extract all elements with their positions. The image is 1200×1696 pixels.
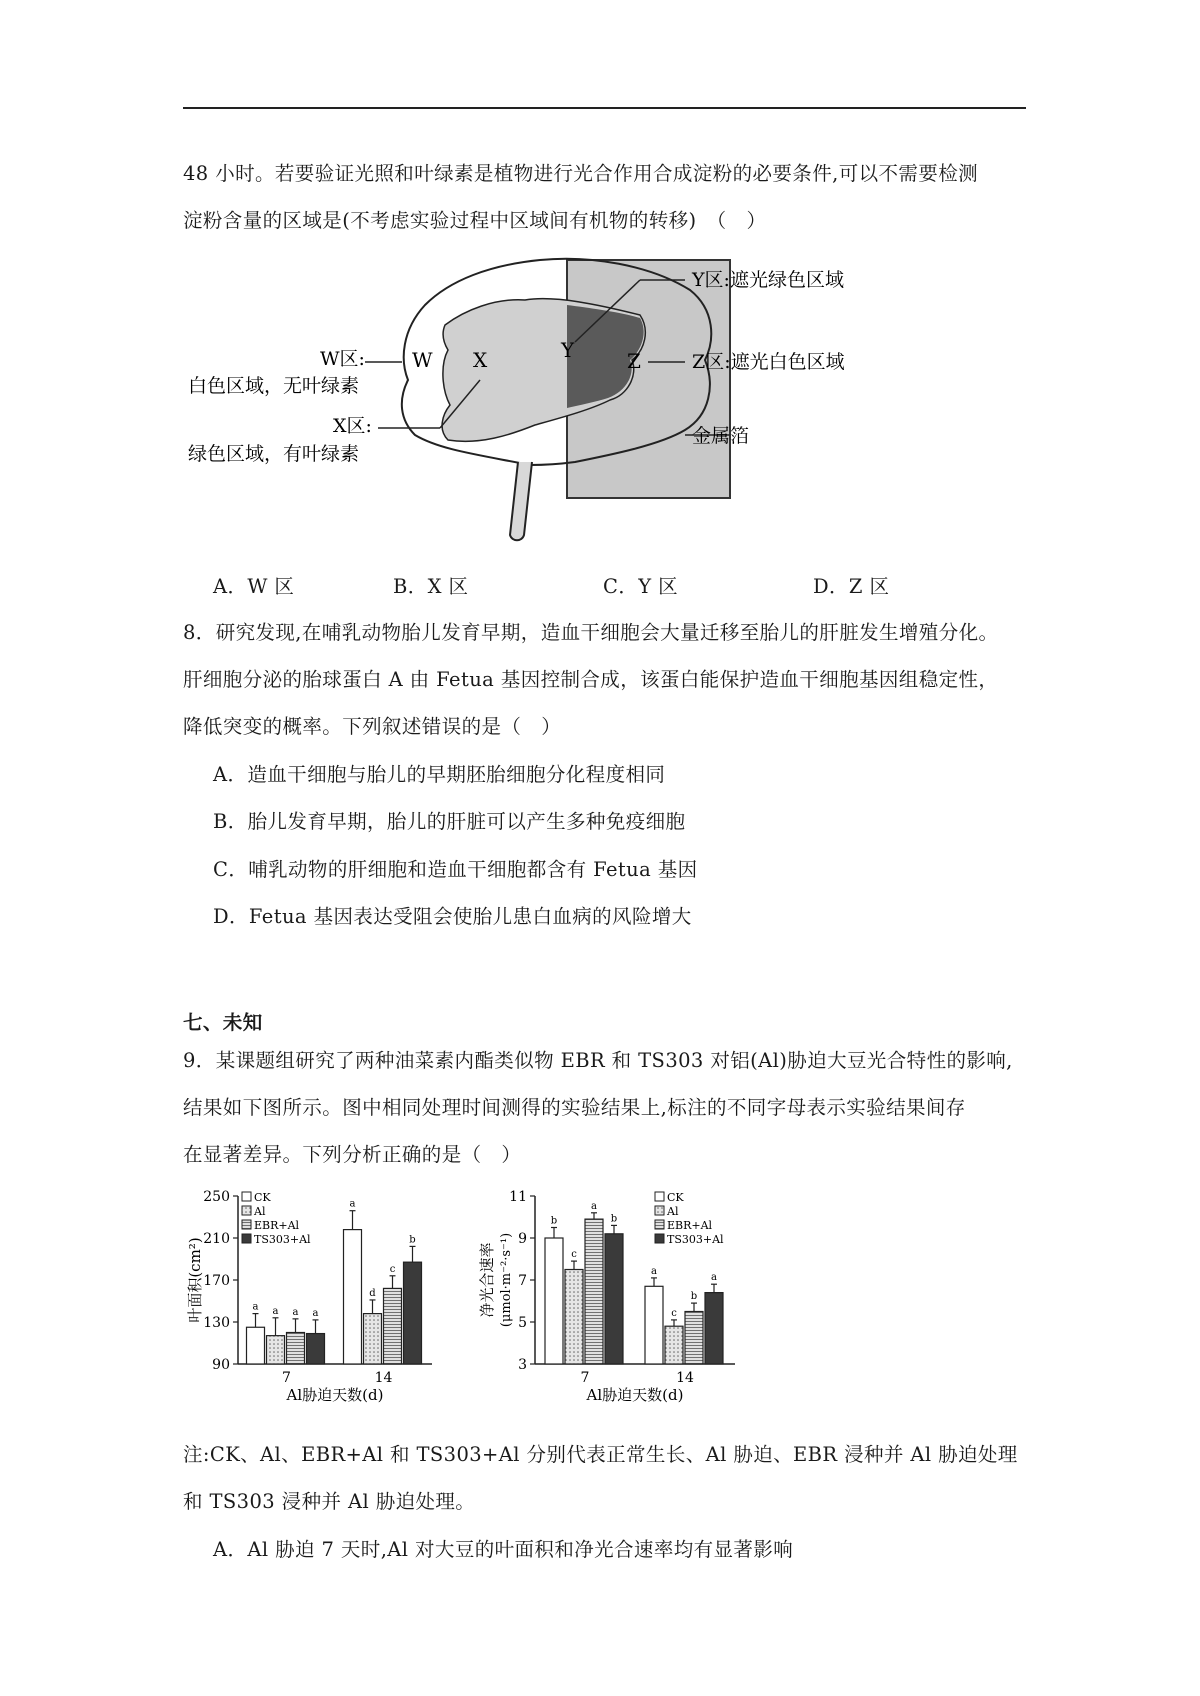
x-zone-desc: 绿色区域，有叶绿素 — [188, 443, 360, 465]
legend-label: EBR+Al — [254, 1219, 300, 1232]
q8-line-2: 肝细胞分泌的胎球蛋白 A 由 Fetua 基因控制合成，该蛋白能保护造血干细胞基因组稳定性， — [183, 668, 999, 691]
x-zone-label: X区: — [333, 415, 372, 437]
leaf-area-chart — [180, 1182, 500, 1422]
letter-z: Z — [627, 349, 641, 373]
bar-al-7 — [565, 1270, 583, 1365]
significance-letter: b — [550, 1215, 558, 1227]
significance-letter: c — [571, 1249, 577, 1261]
legend-swatch — [655, 1234, 664, 1243]
legend-label: Al — [254, 1205, 266, 1218]
legend-swatch — [655, 1220, 664, 1229]
x-tick-label: 7 — [580, 1370, 590, 1386]
q8-option-c: C．哺乳动物的肝细胞和造血干细胞都含有 Fetua 基因 — [213, 858, 698, 881]
q9-option-a: A．Al 胁迫 7 天时,Al 对大豆的叶面积和净光合速率均有显著影响 — [213, 1538, 794, 1561]
q8-option-d: D．Fetua 基因表达受阻会使胎儿患白血病的风险增大 — [213, 905, 692, 928]
legend-label: CK — [667, 1191, 684, 1204]
significance-letter: a — [292, 1306, 299, 1318]
legend-swatch — [242, 1206, 251, 1215]
legend-swatch — [242, 1192, 251, 1201]
bar-ts303al-7 — [307, 1334, 325, 1364]
significance-letter: a — [312, 1307, 319, 1319]
x-tick-label: 7 — [282, 1370, 291, 1386]
z-zone-label: Z区:遮光白色区域 — [692, 351, 845, 373]
legend-label: Al — [667, 1205, 679, 1218]
q7-option-d: D．Z 区 — [813, 575, 890, 598]
significance-letter: d — [369, 1287, 376, 1299]
y-tick-label: 170 — [203, 1273, 230, 1289]
y-zone-label: Y区:遮光绿色区域 — [692, 269, 844, 291]
significance-letter: b — [690, 1291, 698, 1303]
q7-line-1: 48 小时。若要验证光照和叶绿素是植物进行光合作用合成淀粉的必要条件,可以不需要检测 — [183, 162, 979, 185]
x-tick-label: 14 — [374, 1370, 393, 1386]
significance-letter: c — [671, 1307, 677, 1319]
y-tick-label: 7 — [518, 1273, 527, 1289]
section-heading: 七、未知 — [183, 1011, 263, 1034]
q7-option-a: A．W 区 — [213, 575, 295, 598]
w-zone-label: W区: — [320, 348, 365, 370]
y-axis-label-units: (μmol·m⁻²·s⁻¹) — [499, 1232, 514, 1328]
letter-y: Y — [561, 338, 575, 362]
bar-al-14 — [665, 1326, 683, 1364]
y-tick-label: 11 — [509, 1189, 527, 1205]
y-tick-label: 210 — [203, 1231, 230, 1247]
y-tick-label: 3 — [518, 1357, 527, 1373]
significance-letter: b — [409, 1234, 416, 1246]
bar-ts303al-14 — [705, 1293, 723, 1364]
bar-al-7 — [267, 1336, 285, 1364]
q9-line-2: 结果如下图所示。图中相同处理时间测得的实验结果上,标注的不同字母表示实验结果间存 — [183, 1096, 966, 1119]
bar-ebral-14 — [685, 1312, 703, 1365]
leaf-figure — [180, 250, 980, 550]
significance-letter: a — [349, 1198, 356, 1210]
y-tick-label: 5 — [518, 1315, 527, 1331]
bar-ck-7 — [545, 1238, 563, 1364]
x-tick-label: 14 — [676, 1370, 694, 1386]
q9-line-1: 9．某课题组研究了两种油菜素内酯类似物 EBR 和 TS303 对铝(Al)胁迫大豆光合特性的影响, — [183, 1049, 1013, 1072]
y-tick-label: 130 — [203, 1315, 230, 1331]
significance-letter: a — [711, 1272, 717, 1284]
bar-ck-14 — [645, 1286, 663, 1364]
letter-x: X — [473, 348, 488, 372]
q9-note-line-2: 和 TS303 浸种并 Al 胁迫处理。 — [183, 1490, 476, 1513]
header-rule — [183, 107, 1026, 109]
bar-ebral-14 — [384, 1288, 402, 1364]
legend-swatch — [242, 1234, 251, 1243]
foil-label: 金属箔 — [692, 425, 750, 447]
significance-letter: b — [610, 1213, 618, 1225]
bar-ck-14 — [344, 1230, 362, 1364]
q8-option-b: B．胎儿发育早期，胎儿的肝脏可以产生多种免疫细胞 — [213, 810, 686, 833]
significance-letter: a — [272, 1305, 279, 1317]
y-tick-label: 250 — [203, 1189, 230, 1205]
q8-line-3: 降低突变的概率。下列叙述错误的是（ ） — [183, 715, 562, 738]
significance-letter: a — [591, 1200, 597, 1212]
q9-note-line-1: 注:CK、Al、EBR+Al 和 TS303+Al 分别代表正常生长、Al 胁迫、EBR 浸种并 Al 胁迫处理 — [183, 1443, 1018, 1466]
bar-ebral-7 — [585, 1219, 603, 1364]
legend-swatch — [242, 1220, 251, 1229]
y-axis-label: 叶面积(cm²) — [186, 1237, 204, 1323]
y-tick-label: 9 — [518, 1231, 527, 1247]
bar-al-14 — [364, 1314, 382, 1364]
bar-ck-7 — [247, 1327, 265, 1364]
bar-ts303al-7 — [605, 1234, 623, 1364]
legend-swatch — [655, 1206, 664, 1215]
q7-option-c: C．Y 区 — [603, 575, 678, 598]
x-axis-label: Al胁迫天数(d) — [286, 1386, 384, 1404]
q7-line-2: 淀粉含量的区域是(不考虑实验过程中区域间有机物的转移) （ ） — [183, 209, 767, 232]
bar-ts303al-14 — [404, 1262, 422, 1364]
legend-label: CK — [254, 1191, 271, 1204]
significance-letter: a — [252, 1301, 259, 1313]
q8-option-a: A．造血干细胞与胎儿的早期胚胎细胞分化程度相同 — [213, 763, 666, 786]
w-zone-desc: 白色区域，无叶绿素 — [188, 375, 360, 397]
letter-w: W — [412, 348, 433, 372]
x-axis-label: Al胁迫天数(d) — [586, 1386, 684, 1404]
photosynthesis-chart — [480, 1182, 810, 1422]
legend-label: EBR+Al — [667, 1219, 713, 1232]
legend-label: TS303+Al — [667, 1233, 724, 1246]
q9-line-3: 在显著差异。下列分析正确的是（ ） — [183, 1143, 522, 1166]
bar-ebral-7 — [287, 1333, 305, 1365]
legend-label: TS303+Al — [254, 1233, 311, 1246]
q8-line-1: 8．研究发现,在哺乳动物胎儿发育早期，造血干细胞会大量迁移至胎儿的肝脏发生增殖分化。 — [183, 621, 999, 644]
legend-swatch — [655, 1192, 664, 1201]
y-tick-label: 90 — [212, 1357, 230, 1373]
y-axis-label: 净光合速率 — [478, 1242, 496, 1318]
significance-letter: a — [651, 1265, 657, 1277]
q7-option-b: B．X 区 — [393, 575, 469, 598]
leaf-petiole — [510, 462, 532, 540]
significance-letter: c — [389, 1263, 396, 1275]
